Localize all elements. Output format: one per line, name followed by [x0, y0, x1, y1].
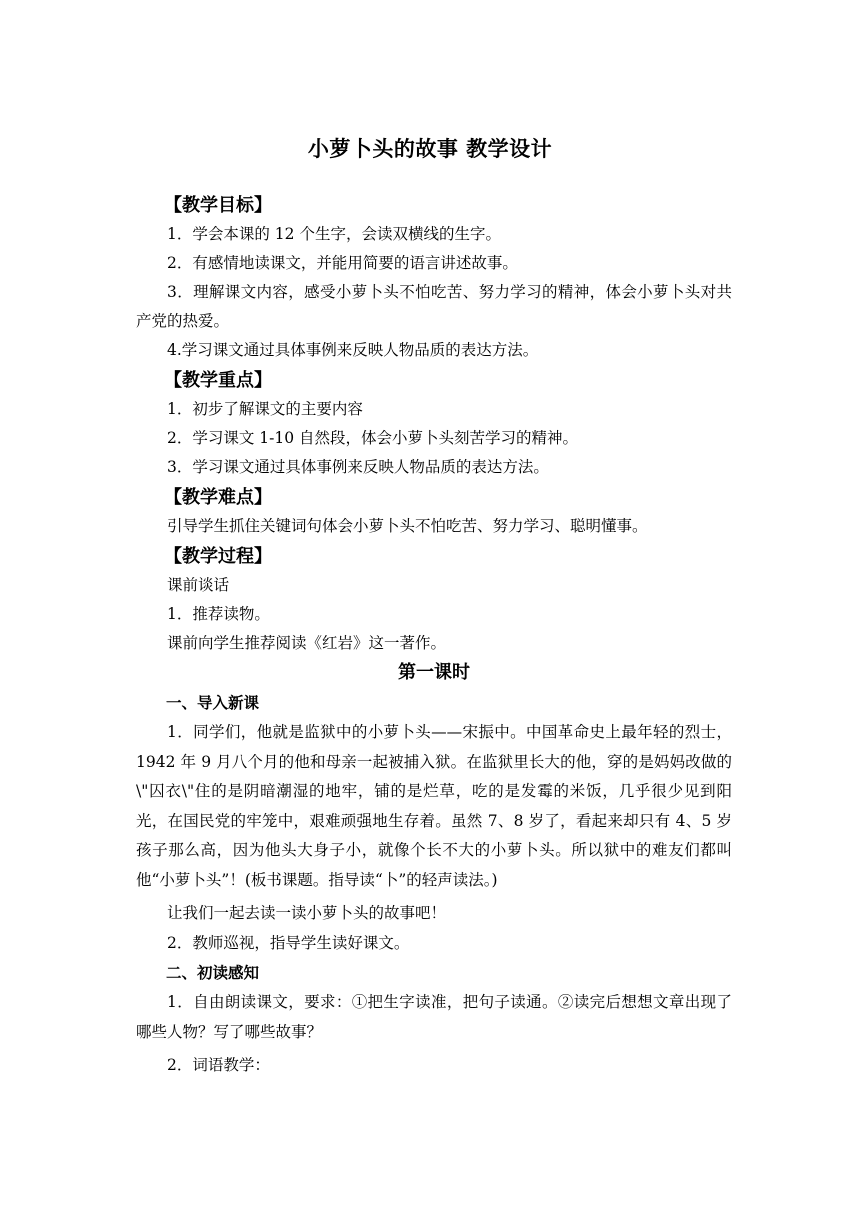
process-item: 1．推荐读物。 — [167, 605, 270, 623]
process-item: 课前向学生推荐阅读《红岩》这一著作。 — [167, 634, 447, 652]
document-body — [136, 190, 732, 1081]
difficulties-heading: 【教学难点】 — [164, 487, 272, 508]
reading-paragraph: 1．自由朗读课文，要求：①把生字读准，把句子读通。②读完后想想文章出现了哪些人物？写了哪些故事？ — [136, 993, 732, 1041]
intro-paragraph: 2．教师巡视，指导学生读好课文。 — [167, 933, 410, 952]
document-title: 小萝卜头的故事 教学设计 — [307, 136, 553, 161]
objective-item: 1．学会本课的 12 个生字，会读双横线的生字。 — [167, 225, 501, 243]
lesson-title: 第一课时 — [398, 662, 470, 683]
process-heading: 【教学过程】 — [164, 546, 272, 567]
key-point-item: 3．学习课文通过具体事例来反映人物品质的表达方法。 — [167, 458, 549, 476]
reading-paragraph: 2．词语教学： — [167, 1056, 270, 1074]
process-item: 课前谈话 — [167, 576, 230, 594]
key-point-item: 1．初步了解课文的主要内容 — [167, 400, 363, 418]
objective-item: 3．理解课文内容，感受小萝卜头不怕吃苦、努力学习的精神，体会小萝卜头对共产党的热爱。 — [136, 283, 732, 330]
intro-paragraph: 1．同学们，他就是监狱中的小萝卜头——宋振中。中国革命史上最年轻的烈士，1942 年 9 月八个月的他和母亲一起被捕入狱。在监狱里长大的他，穿的是妈妈改做的\"囚衣\"住的是阴暗潮湿的地牢，铺的是烂草，吃的是发霉的米饭，几乎很少见到阳光，在国民党的牢笼中，艰难顽强地生存着。虽然 7、8 岁了，看起来却只有 4、5 岁孩子那么高，因为他头大身子小，就像个长不大的小萝卜头。所以狱中的难友们都叫他“小萝卜头”！(板书课题。指导读“卜”的轻声读法。) — [136, 723, 732, 889]
intro-paragraph: 让我们一起去读一读小萝卜头的故事吧！ — [167, 904, 447, 922]
key-point-item: 2．学习课文 1-10 自然段，体会小萝卜头刻苦学习的精神。 — [167, 429, 579, 447]
section-heading-intro: 一、导入新课 — [166, 693, 260, 712]
key-points-heading: 【教学重点】 — [164, 370, 272, 391]
objectives-heading: 【教学目标】 — [164, 195, 272, 216]
objective-item: 4.学习课文通过具体事例来反映人物品质的表达方法。 — [167, 341, 539, 359]
objective-item: 2．有感情地读课文，并能用简要的语言讲述故事。 — [167, 254, 518, 272]
section-heading-reading: 二、初读感知 — [166, 963, 260, 982]
difficulty-item: 引导学生抓住关键词句体会小萝卜头不怕吃苦、努力学习、聪明懂事。 — [167, 517, 648, 535]
